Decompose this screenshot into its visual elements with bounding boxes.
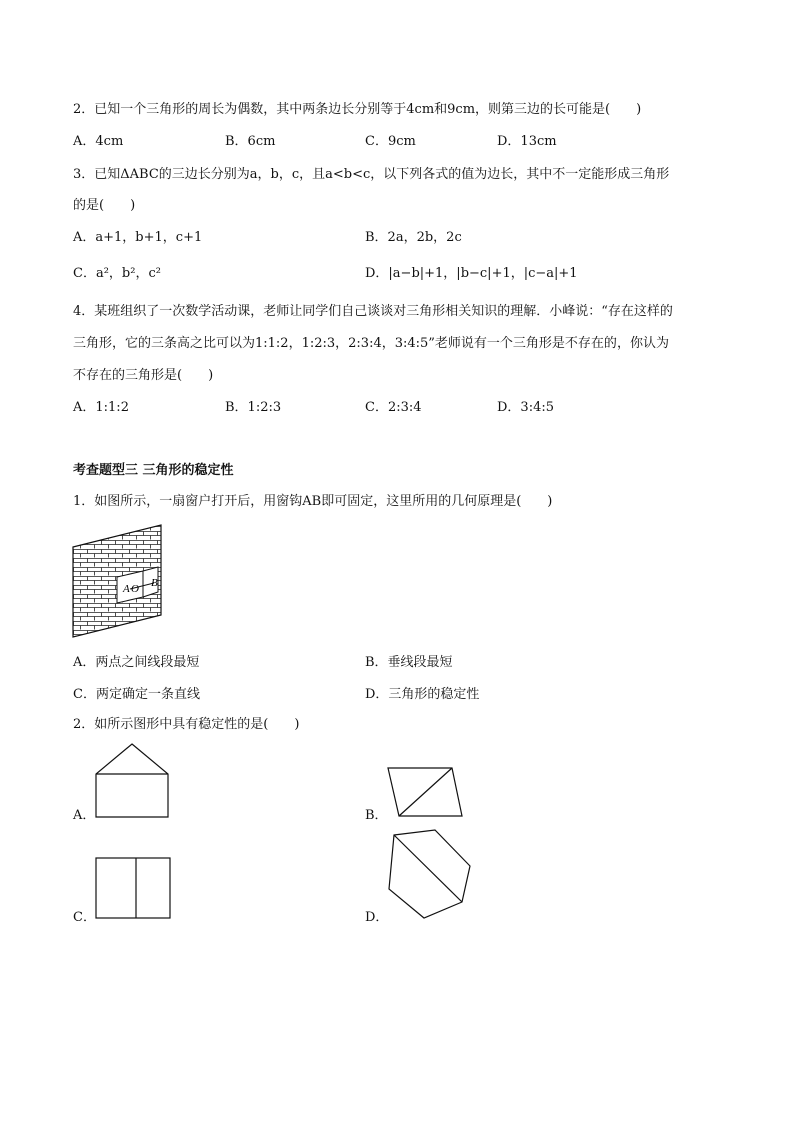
split-rectangle-figure	[94, 856, 172, 920]
s-q2-option-c-label: C．	[73, 910, 96, 925]
q2-option-c: C．9cm	[365, 134, 416, 149]
q3-stem-line1: 3．已知ΔABC的三边长分别为a，b，c，且a<b<c，以下列各式的值为边长，其中不一定能形成三角形	[73, 167, 670, 182]
q4-option-c: C．2:3:4	[365, 400, 422, 415]
q3-stem-line2: 的是( )	[73, 198, 136, 213]
s-q1-option-c: C．两定确定一条直线	[73, 687, 200, 702]
q4-stem-line2: 三角形，它的三条高之比可以为1:1:2，1:2:3，2:3:4，3:4:5”老师说有一个三角形是不存在的，你认为	[73, 336, 669, 351]
window-wall-figure	[70, 522, 170, 640]
s-q2-option-b-label: B．	[365, 808, 388, 823]
s-q2-option-d-label: D．	[365, 910, 389, 925]
s-q1-option-b: B．垂线段最短	[365, 655, 453, 670]
q2-option-d: D．13cm	[497, 134, 557, 149]
q4-option-b: B．1:2:3	[225, 400, 282, 415]
figure-label-o: O	[131, 583, 139, 595]
figure-label-b: B	[151, 577, 158, 589]
q2-stem: 2．已知一个三角形的周长为偶数，其中两条边长分别等于4cm和9cm，则第三边的长可能是( )	[73, 102, 642, 117]
figure-label-a: A	[123, 583, 130, 595]
house-shape-figure	[94, 742, 170, 820]
s-q1-stem: 1．如图所示，一扇窗户打开后，用窗钩AB即可固定，这里所用的几何原理是( )	[73, 494, 553, 509]
q3-option-a: A．a+1，b+1，c+1	[73, 230, 203, 245]
s-q1-option-a: A．两点之间线段最短	[73, 655, 200, 670]
q3-option-c: C．a²，b²，c²	[73, 266, 161, 281]
hexagon-with-diagonal-figure	[386, 828, 476, 923]
q3-option-b: B．2a，2b，2c	[365, 230, 462, 245]
s-q2-stem: 2．如所示图形中具有稳定性的是( )	[73, 717, 300, 732]
q3-option-d: D．|a−b|+1，|b−c|+1，|c−a|+1	[365, 266, 578, 281]
q4-option-d: D．3:4:5	[497, 400, 554, 415]
q4-stem-line3: 不存在的三角形是( )	[73, 368, 214, 383]
s-q2-option-a-label: A．	[73, 808, 96, 823]
section-title: 考查题型三 三角形的稳定性	[73, 463, 234, 478]
q2-option-a: A．4cm	[73, 134, 124, 149]
q4-stem-line1: 4．某班组织了一次数学活动课，老师让同学们自己谈谈对三角形相关知识的理解．小峰说：“存在这样的	[73, 304, 673, 319]
q2-option-b: B．6cm	[225, 134, 276, 149]
s-q1-option-d: D．三角形的稳定性	[365, 687, 480, 702]
parallelogram-with-diagonal-figure	[386, 765, 466, 819]
q4-option-a: A．1:1:2	[73, 400, 129, 415]
